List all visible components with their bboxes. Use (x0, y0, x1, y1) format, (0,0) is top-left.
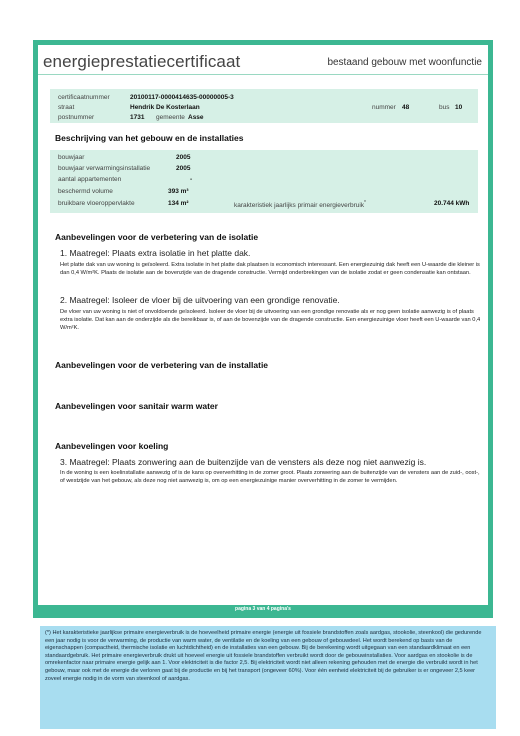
measure-3-title: 3. Maatregel: Plaats zonwering aan de buitenzijde van de vensters als deze nog niet aanwezig is. (60, 457, 427, 467)
footnote: (*) Het karakteristieke jaarlijkse primaire energieverbruik is de hoeveelheid primaire energie (energie uit fossiele brandstoffen zoals aardgas, stookolie, steenkool) die gedurende een jaar nodig is voor de verwarming, de productie van warm water, de ventilatie en de koeling van een gebouw of gebouwdeel. Het wordt berekend op basis van de eigenschappen (compactheid, thermische isolatie en luchtdichtheid) en de installaties van een gebouw. Bij de berekening wordt uitgegaan van een standaardklimaat en een standaardgebruik. Het primaire energieverbruik drukt uit hoeveel energie uit fossiele brandstoffen verbruikt wordt door de gebouwinstallaties. Voor aardgas en stookolie is de omrekenfactor naar primaire energie gelijk aan 1. Voor elektriciteit is die factor 2,5. Bij elektriciteit wordt niet alleen rekening gehouden met de energie die verbruikt wordt in het gebouw, maar ook met de energie die verloren gaat bij de productie en bij het transport (ongeveer 60%). Voor één eenheid elektriciteit bij de gebruiker is er ongeveer 2,5 keer zoveel energie nodig in de vorm van steenkool of aardgas. (40, 626, 496, 729)
floor-area-value: 134 m² (168, 200, 189, 207)
apartments-label: aantal appartementen (58, 176, 122, 183)
construction-year-label: bouwjaar (58, 154, 85, 161)
floor-area-label: bruikbare vloeroppervlakte (58, 200, 135, 207)
postcode-label: postnummer (58, 114, 95, 121)
construction-year-value: 2005 (176, 154, 191, 161)
measure-1-title: 1. Maatregel: Plaats extra isolatie in het platte dak. (60, 248, 251, 258)
hot-water-heading: Aanbevelingen voor sanitair warm water (55, 401, 218, 411)
certificate-subtitle: bestaand gebouw met woonfunctie (327, 57, 482, 68)
box-label: bus (439, 104, 450, 111)
volume-label: beschermd volume (58, 188, 113, 195)
municipality-label: gemeente (156, 114, 185, 121)
energy-use-value: 20.744 kWh (434, 200, 470, 207)
house-number-value: 48 (402, 104, 410, 111)
address-band (50, 89, 478, 123)
page-indicator: pagina 3 van 4 pagina's (38, 605, 488, 613)
municipality-value: Asse (188, 114, 204, 121)
heating-year-value: 2005 (176, 165, 191, 172)
heating-year-label: bouwjaar verwarmingsinstallatie (58, 165, 151, 172)
apartments-value: - (190, 176, 193, 183)
postcode-value: 1731 (130, 114, 145, 121)
certificate-title: energieprestatiecertificaat (43, 52, 241, 71)
measure-2-body: De vloer van uw woning is niet of onvoldoende geïsoleerd. Isoleer de vloer bij de uitvoering van een grondige renovatie als er nog geen isolatie aanwezig is of plaats extra isolatie. Dat kan aan de onderzijde als die bereikbaar is, of aan de bovenzijde van de dragende constructie. Een energiezuinige vloer heeft een U-waarde van 0,4 W/m²K. (60, 309, 481, 331)
house-number-label: nummer (372, 104, 396, 111)
street-label: straat (58, 104, 75, 111)
building-heading: Beschrijving van het gebouw en de installaties (55, 133, 244, 143)
cooling-heading: Aanbevelingen voor koeling (55, 441, 169, 451)
measure-2-title: 2. Maatregel: Isoleer de vloer bij de uitvoering van een grondige renovatie. (60, 295, 340, 305)
insulation-heading: Aanbevelingen voor de verbetering van de isolatie (55, 232, 259, 242)
installation-heading: Aanbevelingen voor de verbetering van de installatie (55, 360, 269, 370)
certificate-header (38, 45, 488, 75)
energy-use-label: karakteristiek jaarlijks primair energieverbruik* (234, 200, 366, 210)
volume-value: 393 m³ (168, 188, 189, 195)
measure-1-body: Het platte dak van uw woning is geïsoleerd. Extra isolatie in het platte dak plaatsen is economisch interessant. Een energiezuinig dak heeft een U-waarde die kleiner is dan 0,4 W/m²K. Plaats de isolatie aan de bovenzijde van de dragende constructie. Vermijd onderbrekingen van de isolatie zodat er geen condensatie kan ontstaan. (60, 262, 480, 276)
footnote-marker: * (364, 200, 366, 206)
certificate-frame (33, 40, 493, 618)
street-value: Hendrik De Kosterlaan (130, 104, 200, 111)
cert-number-label: certificaatnummer (58, 94, 110, 101)
cert-number-value: 20100117-0000414635-00000005-3 (130, 94, 234, 101)
box-value: 10 (455, 104, 463, 111)
measure-3-body: In de woning is een koelinstallatie aanwezig of is de kans op oververhitting in de zomer groot. Plaats zonwering aan de buitenzijde van de vensters aan de zuid-, oost-, of westzijde van het gebouw, als deze nog niet aanwezig is, om op een energiezuinige manier oververhitting in de zomer te vermijden. (60, 470, 480, 484)
